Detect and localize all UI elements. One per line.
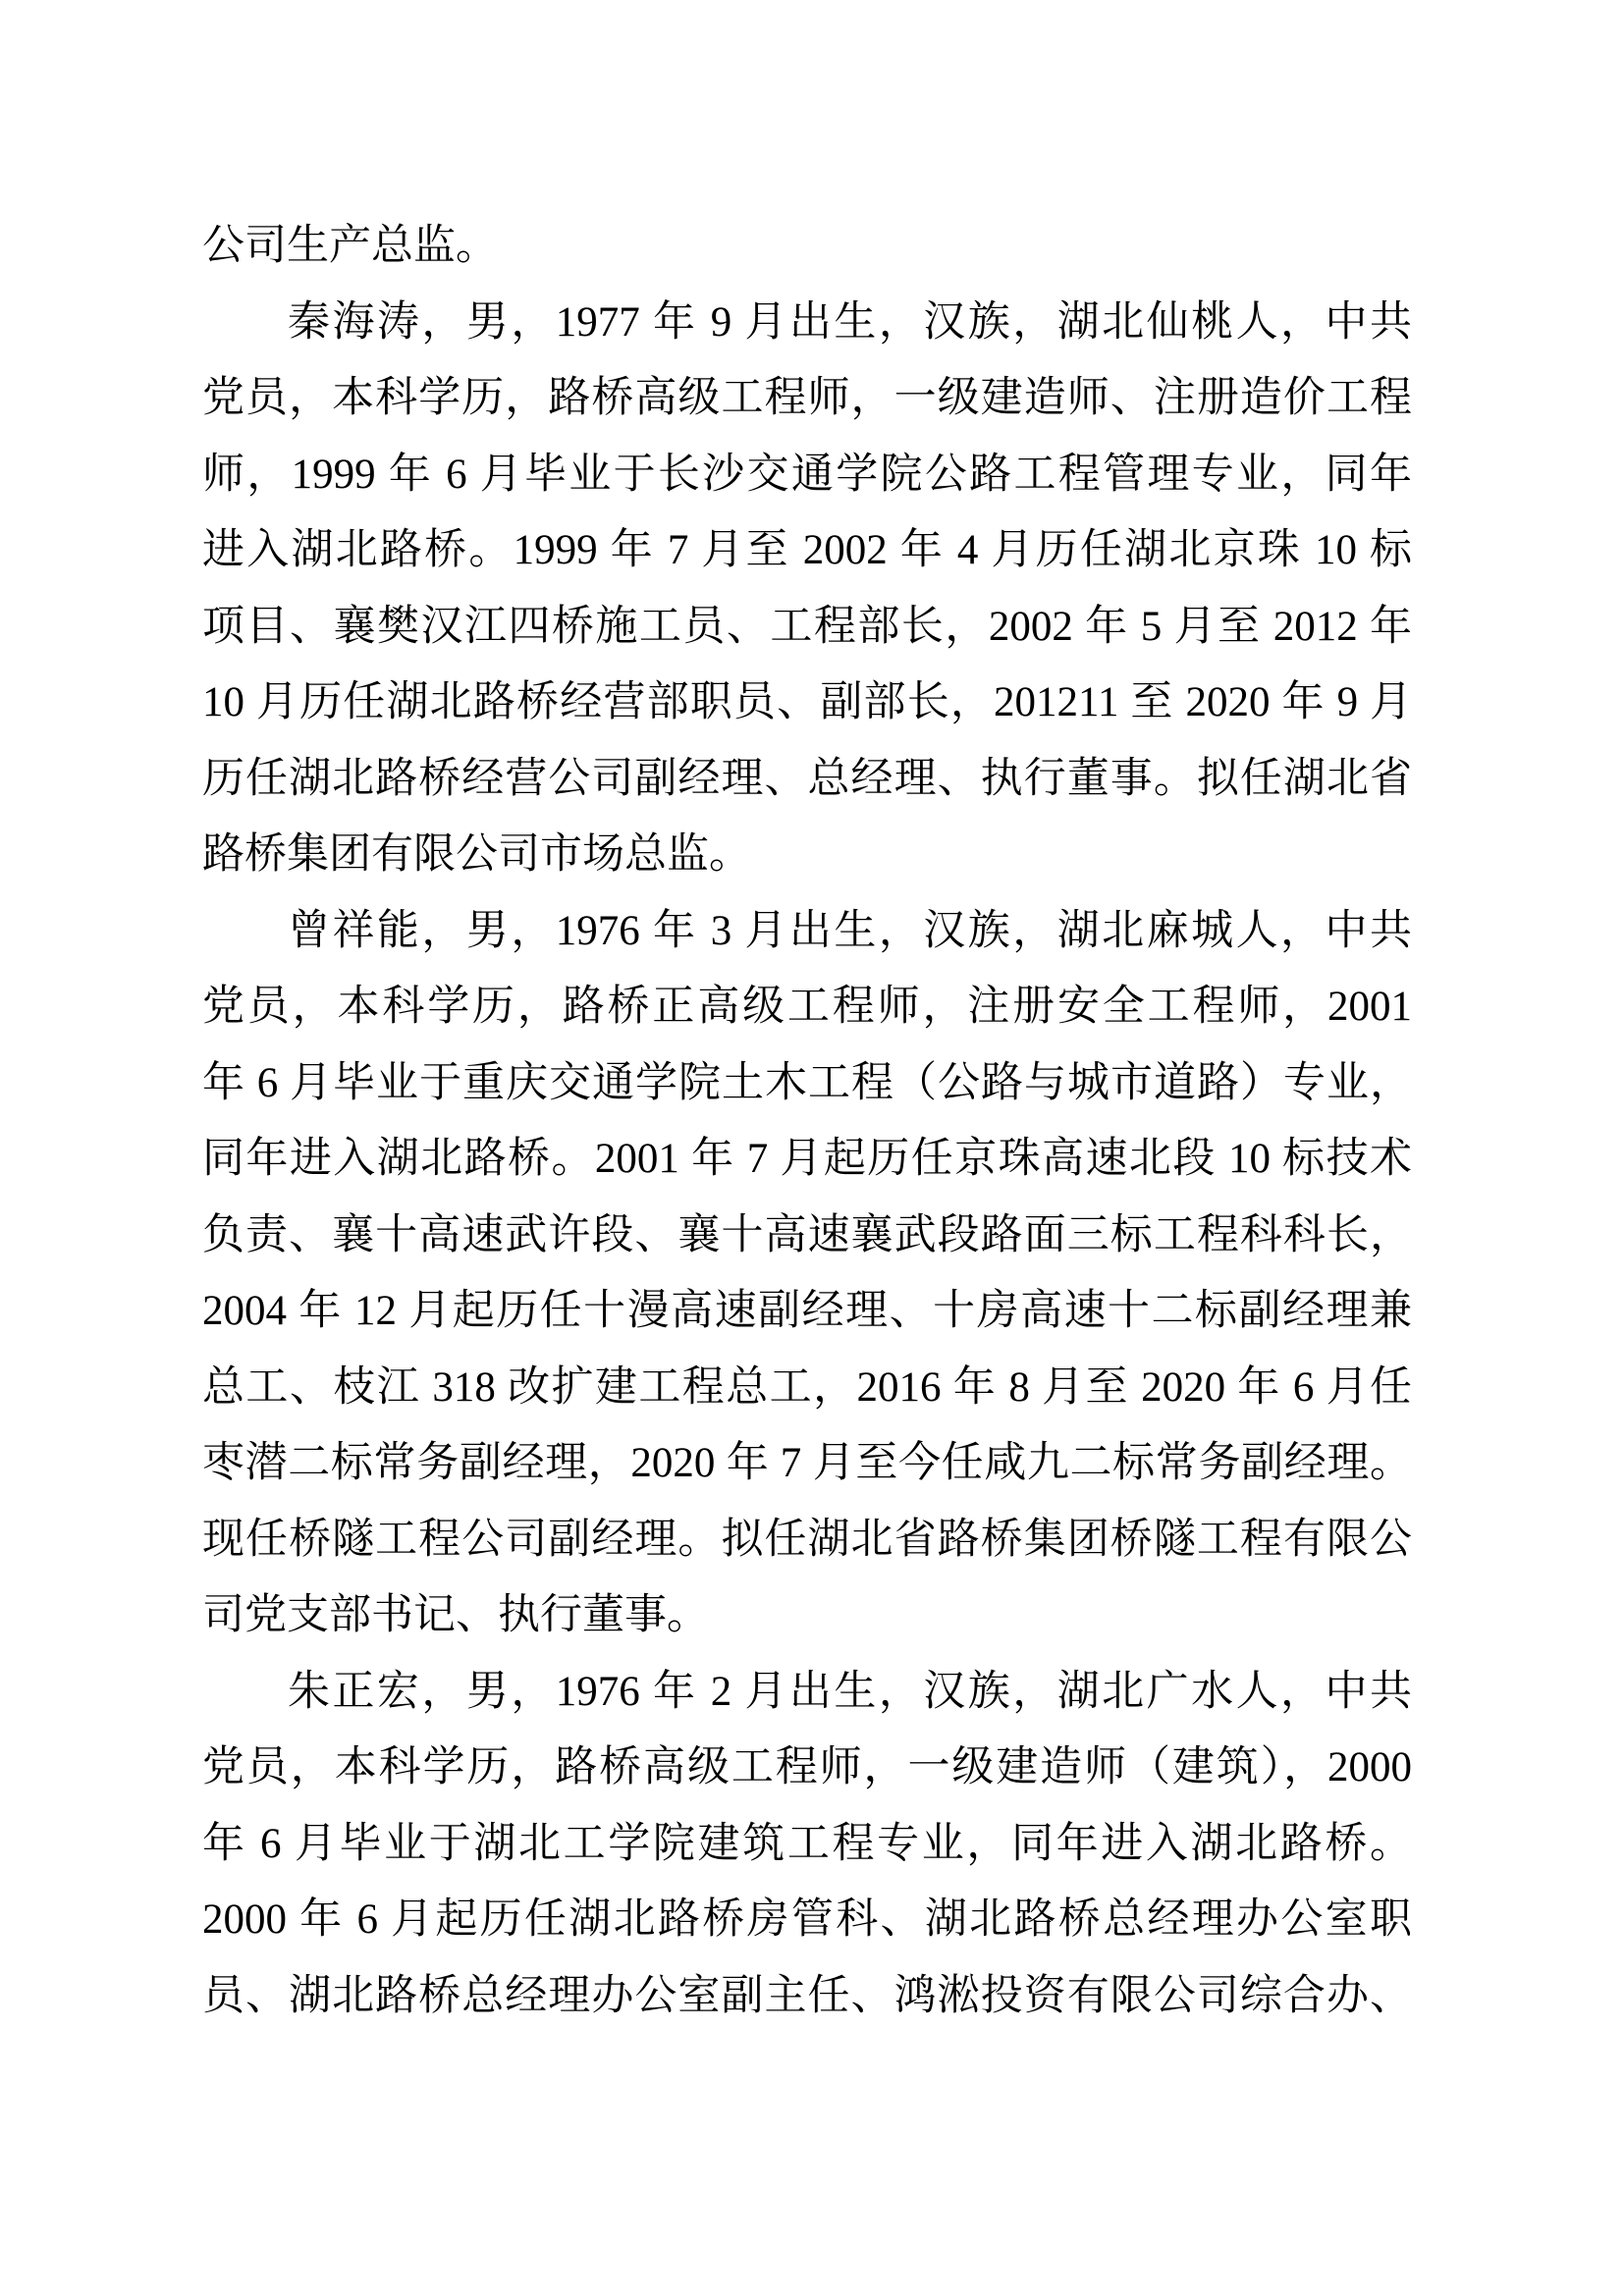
text-line: 年 6 月毕业于湖北工学院建筑工程专业，同年进入湖北路桥。 [202,1820,1412,1867]
text-line: 历任湖北路桥经营公司副经理、总经理、执行董事。拟任湖北省 [202,755,1412,802]
text-line: 党员，本科学历，路桥高级工程师，一级建造师、注册造价工程 [202,375,1412,421]
text-line: 枣潜二标常务副经理，2020 年 7 月至今任咸九二标常务副经理。 [202,1440,1412,1486]
text-line: 现任桥隧工程公司副经理。拟任湖北省路桥集团桥隧工程有限公 [202,1516,1412,1563]
document-text-block [202,208,1412,2034]
text-line: 2004 年 12 月起历任十漫高速副经理、十房高速十二标副经理兼 [202,1288,1412,1334]
text-line: 曾祥能，男，1976 年 3 月出生，汉族，湖北麻城人，中共 [288,907,1412,954]
text-line: 朱正宏，男，1976 年 2 月出生，汉族，湖北广水人，中共 [288,1668,1412,1715]
text-line: 进入湖北路桥。1999 年 7 月至 2002 年 4 月历任湖北京珠 10 标 [202,527,1412,573]
text-line: 秦海涛，男，1977 年 9 月出生，汉族，湖北仙桃人，中共 [288,298,1412,346]
text-line: 2000 年 6 月起历任湖北路桥房管科、湖北路桥总经理办公室职 [202,1896,1412,1943]
text-line: 师，1999 年 6 月毕业于长沙交通学院公路工程管理专业，同年 [202,451,1412,498]
text-line: 总工、枝江 318 改扩建工程总工，2016 年 8 月至 2020 年 6 月任 [202,1363,1412,1411]
text-line: 公司生产总监。 [202,223,498,269]
text-line: 员、湖北路桥总经理办公室副主任、鸿淞投资有限公司综合办、 [202,1972,1412,2019]
text-line: 路桥集团有限公司市场总监。 [202,831,751,878]
text-line: 项目、襄樊汉江四桥施工员、工程部长，2002 年 5 月至 2012 年 [202,603,1412,650]
text-line: 同年进入湖北路桥。2001 年 7 月起历任京珠高速北段 10 标技术 [202,1136,1412,1182]
text-line: 负责、襄十高速武许段、襄十高速襄武段路面三标工程科科长， [202,1211,1412,1258]
text-line: 年 6 月毕业于重庆交通学院土木工程（公路与城市道路）专业， [202,1059,1412,1106]
text-line: 10 月历任湖北路桥经营部职员、副部长，201211 至 2020 年 9 月 [202,679,1412,725]
text-line: 司党支部书记、执行董事。 [202,1592,709,1638]
text-line: 党员，本科学历，路桥高级工程师，一级建造师（建筑），2000 [202,1744,1412,1790]
text-line: 党员，本科学历，路桥正高级工程师，注册安全工程师，2001 [202,984,1412,1030]
